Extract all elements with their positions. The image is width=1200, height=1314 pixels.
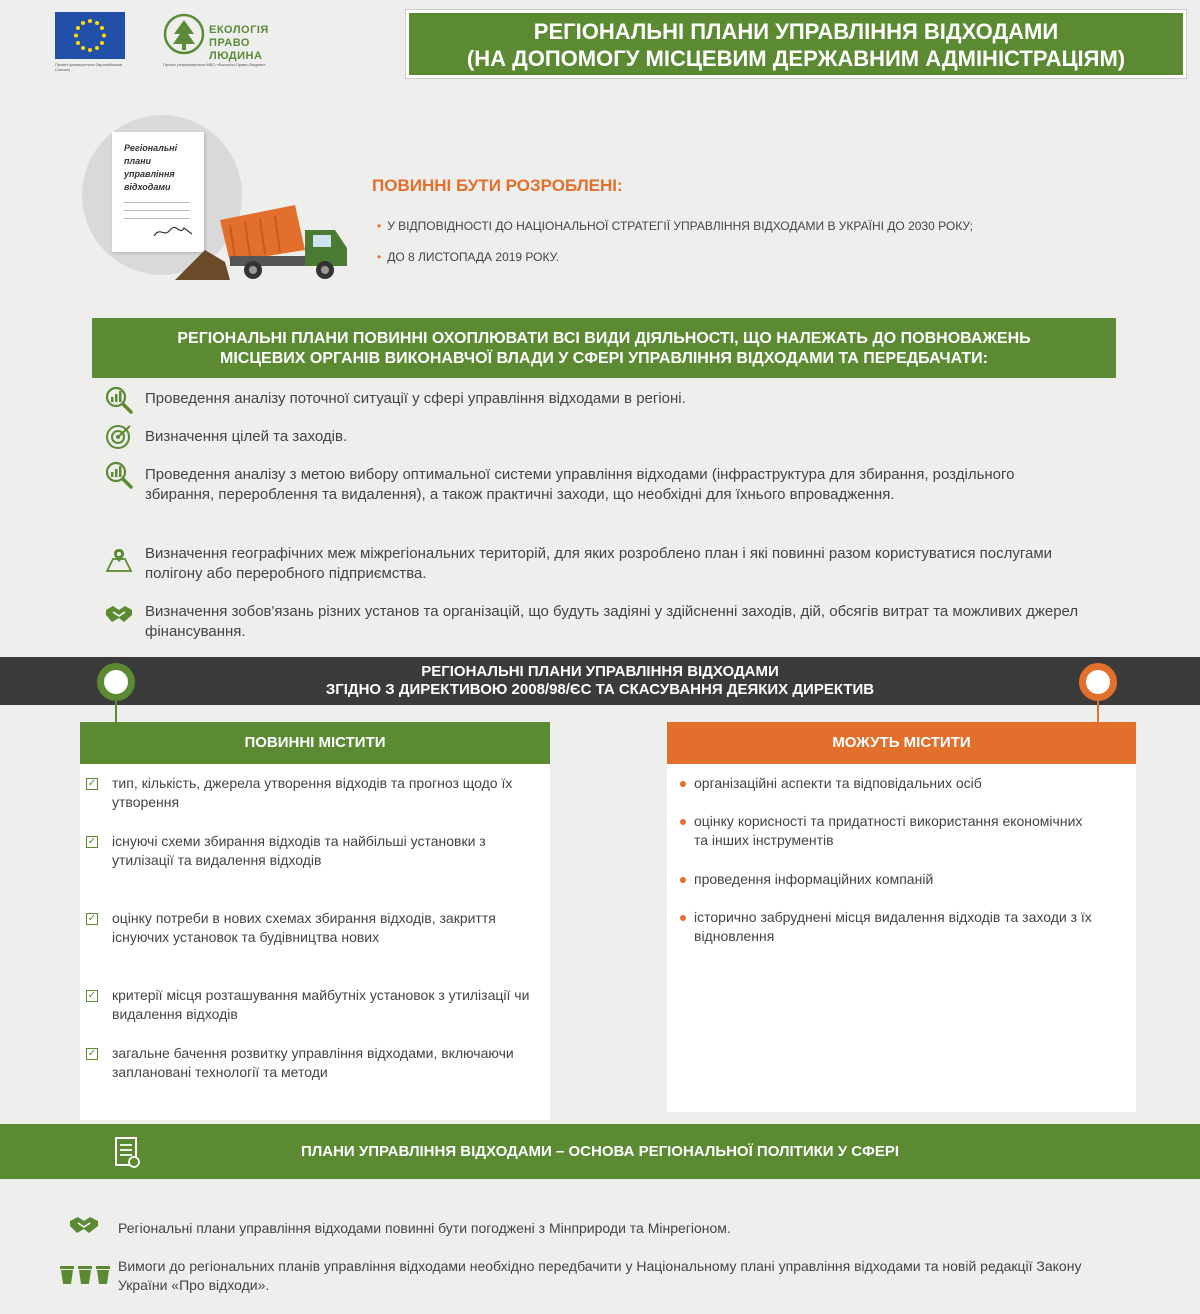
must-contain-item: критерії місця розташування майбутніх установок з утилізації чи видалення відходів	[112, 987, 530, 1022]
must-item-1: • У ВІДПОВІДНОСТІ ДО НАЦІОНАЛЬНОЇ СТРАТЕГІЇ УПРАВЛІННЯ ВІДХОДАМИ В УКРАЇНІ ДО 2030 РОКУ;	[377, 219, 974, 233]
eu-caption: Проект фінансується Європейським Союзом	[55, 62, 123, 72]
title-line2: (НА ДОПОМОГУ МІСЦЕВИМ ДЕРЖАВНИМ АДМІНІСТРАЦІЯМ)	[466, 46, 1126, 71]
may-contain-item: організаційні аспекти та відповідальних осіб	[694, 775, 982, 791]
must-contain-item: існуючі схеми збирання відходів та найбільші установки з утилізації та видалення відходів	[112, 833, 486, 868]
checkbox-icon: ✓	[87, 836, 97, 847]
bullet-dot	[680, 877, 686, 883]
activity-3: Проведення аналізу з метою вибору оптимальної системи управління відходами (інфраструктура для збирання, роздільного збирання, перероблення та видалення), а також практичні заходи, що необхідні для їхнього впровадження.	[145, 466, 1015, 503]
policy-note-1: Регіональні плани управління відходами повинні бути погоджені з Мінприроди та Мінрегіоном.	[118, 1220, 731, 1236]
tree-icon	[163, 12, 205, 58]
handshake-icon	[68, 1213, 100, 1237]
may-contain-item: проведення інформаційних компаній	[694, 871, 934, 887]
eco-logo	[163, 12, 303, 60]
must-item-2: • ДО 8 ЛИСТОПАДА 2019 РОКУ.	[377, 250, 559, 264]
handshake-icon	[104, 598, 134, 628]
checkbox-icon: ✓	[87, 990, 97, 1001]
directive-bar: РЕГІОНАЛЬНІ ПЛАНИ УПРАВЛІННЯ ВІДХОДАМИ ЗГІДНО З ДИРЕКТИВОЮ 2008/98/ЄС ТА СКАСУВАННЯ ДЕЯКИХ ДИРЕКТИВ	[0, 657, 1200, 705]
orange-ring-icon	[1079, 663, 1117, 701]
bullet-dot	[680, 781, 686, 787]
bullet-dot	[680, 819, 686, 825]
activity-4: Визначення географічних меж міжрегіональних територій, для яких розроблено план і які повинні разом користуватися послугами полігону або переробного підприємства.	[145, 545, 1053, 582]
eco-caption: Проект реалізовується МБО «Екологія-Право-Людина»	[163, 62, 266, 67]
activity-2: Визначення цілей та заходів.	[145, 428, 348, 445]
orange-connector	[1097, 701, 1099, 723]
map-pin-icon	[104, 545, 134, 575]
doc-title: Регіональні плани управління відходами	[124, 143, 178, 192]
garbage-truck-icon	[175, 190, 355, 285]
checkbox-icon: ✓	[87, 913, 97, 924]
policy-note-2: Вимоги до регіональних планів управління відходами необхідно передбачити у Національному плані управління відходами та новій редакції Закону України «Про відходи».	[118, 1258, 1082, 1293]
activity-5: Визначення зобов'язань різних установ та організацій, що будуть задіяні у здійсненні заходів, дій, обсягів витрат та можливих джерел фінансування.	[145, 603, 1079, 640]
page-title	[406, 10, 1186, 78]
may-contain-item: оцінку корисності та придатності використання економічних та інших інструментів	[694, 813, 1083, 848]
analysis-magnifier-icon	[104, 460, 134, 490]
title-line1: РЕГІОНАЛЬНІ ПЛАНИ УПРАВЛІННЯ ВІДХОДАМИ	[533, 19, 1059, 44]
checkbox-icon: ✓	[87, 1048, 97, 1059]
analysis-magnifier-icon	[104, 385, 134, 415]
eu-flag-logo	[55, 12, 125, 59]
may-contain-title: МОЖУТЬ МІСТИТИ	[667, 722, 1136, 764]
bullet-dot	[680, 915, 686, 921]
target-icon	[104, 422, 134, 452]
may-contain-item: історично забруднені місця видалення відходів та заходи з їх відновлення	[694, 909, 1092, 944]
must-be-developed-heading: ПОВИННІ БУТИ РОЗРОБЛЕНІ:	[372, 176, 623, 195]
eco-logo-line1: ЕКОЛОГІЯ	[209, 24, 269, 36]
eco-logo-line2: ПРАВО ЛЮДИНА	[209, 37, 263, 62]
waste-bins-icon	[58, 1262, 114, 1286]
must-contain-title: ПОВИННІ МІСТИТИ	[80, 722, 550, 764]
must-contain-item: оцінку потреби в нових схемах збирання відходів, закриття існуючих установок та будівництва нових	[112, 910, 496, 945]
policy-banner: ПЛАНИ УПРАВЛІННЯ ВІДХОДАМИ – ОСНОВА РЕГІОНАЛЬНОЇ ПОЛІТИКИ У СФЕРІ	[0, 1124, 1200, 1179]
checkbox-icon: ✓	[87, 778, 97, 789]
must-contain-item: загальне бачення розвитку управління відходами, включаючи заплановані технології та методи	[112, 1045, 514, 1080]
scope-banner: РЕГІОНАЛЬНІ ПЛАНИ ПОВИННІ ОХОПЛЮВАТИ ВСІ ВИДИ ДІЯЛЬНОСТІ, ЩО НАЛЕЖАТЬ ДО ПОВНОВАЖЕНЬ МІСЦЕВИХ ОРГАНІВ ВИКОНАВЧОЇ ВЛАДИ У СФЕРІ УПРАВЛІННЯ ВІДХОДАМИ ТА ПЕРЕДБАЧАТИ:	[92, 318, 1116, 378]
must-contain-item: тип, кількість, джерела утворення відходів та прогноз щодо їх утворення	[112, 775, 513, 810]
activity-1: Проведення аналізу поточної ситуації у сфері управління відходами в регіоні.	[145, 390, 686, 407]
green-ring-icon	[97, 663, 135, 701]
document-icon	[114, 1136, 141, 1169]
green-connector	[115, 701, 117, 723]
